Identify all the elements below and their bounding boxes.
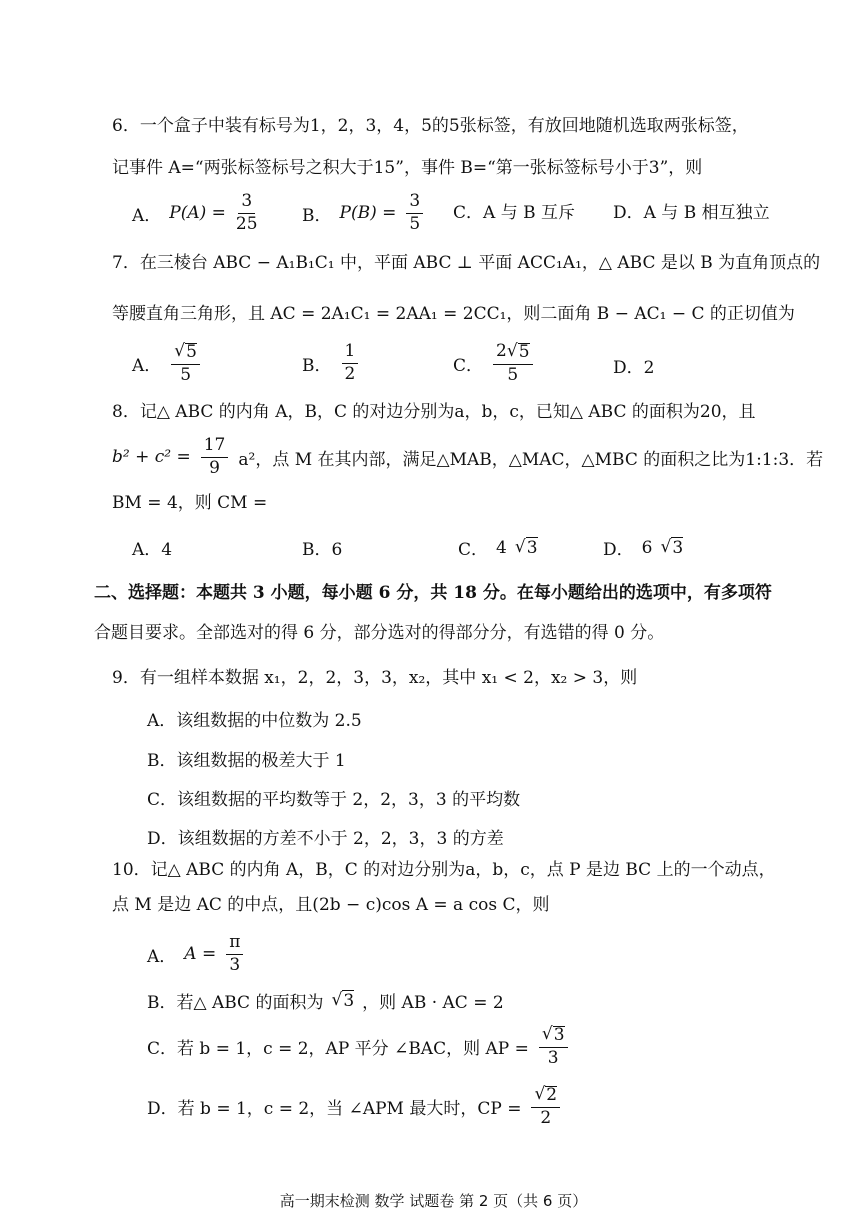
section-2-heading: 二、选择题：本题共 3 小题，每小题 6 分，共 18 分。在每小题给出的选项中，有多项符: [94, 583, 772, 603]
q7-option-c: C． 2 √ 5 5: [453, 343, 535, 385]
q7-option-d: D．2: [613, 358, 655, 378]
page-footer: 高一期末检测 数学 试题卷 第 2 页（共 6 页）: [279, 1192, 588, 1210]
q7-line1: 7．在三棱台 ABC − A₁B₁C₁ 中，平面 ABC ⊥ 平面 ACC₁A₁，△ ABC 是以 B 为直角顶点的: [112, 253, 821, 273]
q10-option-d: D．若 b = 1，c = 2，当 ∠APM 最大时，CP = √ 2 2: [147, 1086, 562, 1128]
q8-line2: b² + c² = $\frac{17}{9}$ a²，点 M 在其内部，满足△MAB，△MAC，△MBC 的面积之比为1:1:3．若: [112, 435, 824, 478]
q10-line2: 点 M 是边 AC 的中点，且(2b − c)cos A = a cos C，则: [112, 895, 550, 915]
q8-line1: 8．记△ ABC 的内角 A，B，C 的对边分别为a，b，c，已知△ ABC 的面积为20，且: [112, 402, 756, 422]
q9-line1: 9．有一组样本数据 x₁，2，2，3，3，x₂，其中 x₁ < 2，x₂ > 3，则: [112, 668, 638, 688]
q8-option-c: C． 4 √ 3: [458, 537, 538, 560]
q8-line3: BM = 4，则 CM =: [112, 493, 268, 513]
q8-option-b: B．6: [302, 540, 343, 560]
q7-line2: 等腰直角三角形，且 AC = 2A₁C₁ = 2AA₁ = 2CC₁，则二面角 B − AC₁ − C 的正切值为: [112, 304, 795, 324]
q6-option-a: A． P(A) = $\frac{3}{25}$: [132, 191, 258, 234]
q9-option-a: A．该组数据的中位数为 2.5: [147, 711, 362, 731]
q6-option-c: C．A 与 B 互斥: [453, 203, 575, 223]
section-2-instructions: 合题目要求。全部选对的得 6 分，部分选对的得部分分，有选错的得 0 分。: [94, 623, 665, 643]
q10-line1: 10．记△ ABC 的内角 A，B，C 的对边分别为a，b，c，点 P 是边 BC 上的一个动点，: [112, 860, 776, 880]
q10-option-c: C．若 b = 1，c = 2，AP 平分 ∠BAC，则 AP = √ 3 3: [147, 1026, 570, 1068]
q8-option-d: D． 6 √ 3: [603, 537, 684, 560]
q9-option-d: D．该组数据的方差不小于 2，2，3，3 的方差: [147, 829, 504, 849]
q6-line2: 记事件 A=“两张标签标号之积大于15”，事件 B=“第一张标签标号小于3”，则: [112, 158, 703, 178]
q9-option-c: C．该组数据的平均数等于 2，2，3，3 的平均数: [147, 790, 521, 810]
q6-line1: 6．一个盒子中装有标号为1，2，3，4，5的5张标签，有放回地随机选取两张标签，: [112, 116, 749, 136]
q10-option-b: B．若△ ABC 的面积为 √ 3 ，则 AB · AC = 2: [147, 990, 504, 1013]
q7-option-a: A． √ 5 5: [132, 343, 202, 385]
q9-option-b: B．该组数据的极差大于 1: [147, 751, 346, 771]
q6-option-d: D．A 与 B 相互独立: [613, 203, 770, 223]
q7-option-b: B． $\frac{1}{2}$: [302, 343, 360, 384]
q6-option-b: B． P(B) = $\frac{3}{5}$: [302, 193, 425, 234]
q8-option-a: A．4: [132, 540, 173, 560]
q10-option-a: A． A = $\frac{\pi}{3}$: [147, 934, 245, 975]
